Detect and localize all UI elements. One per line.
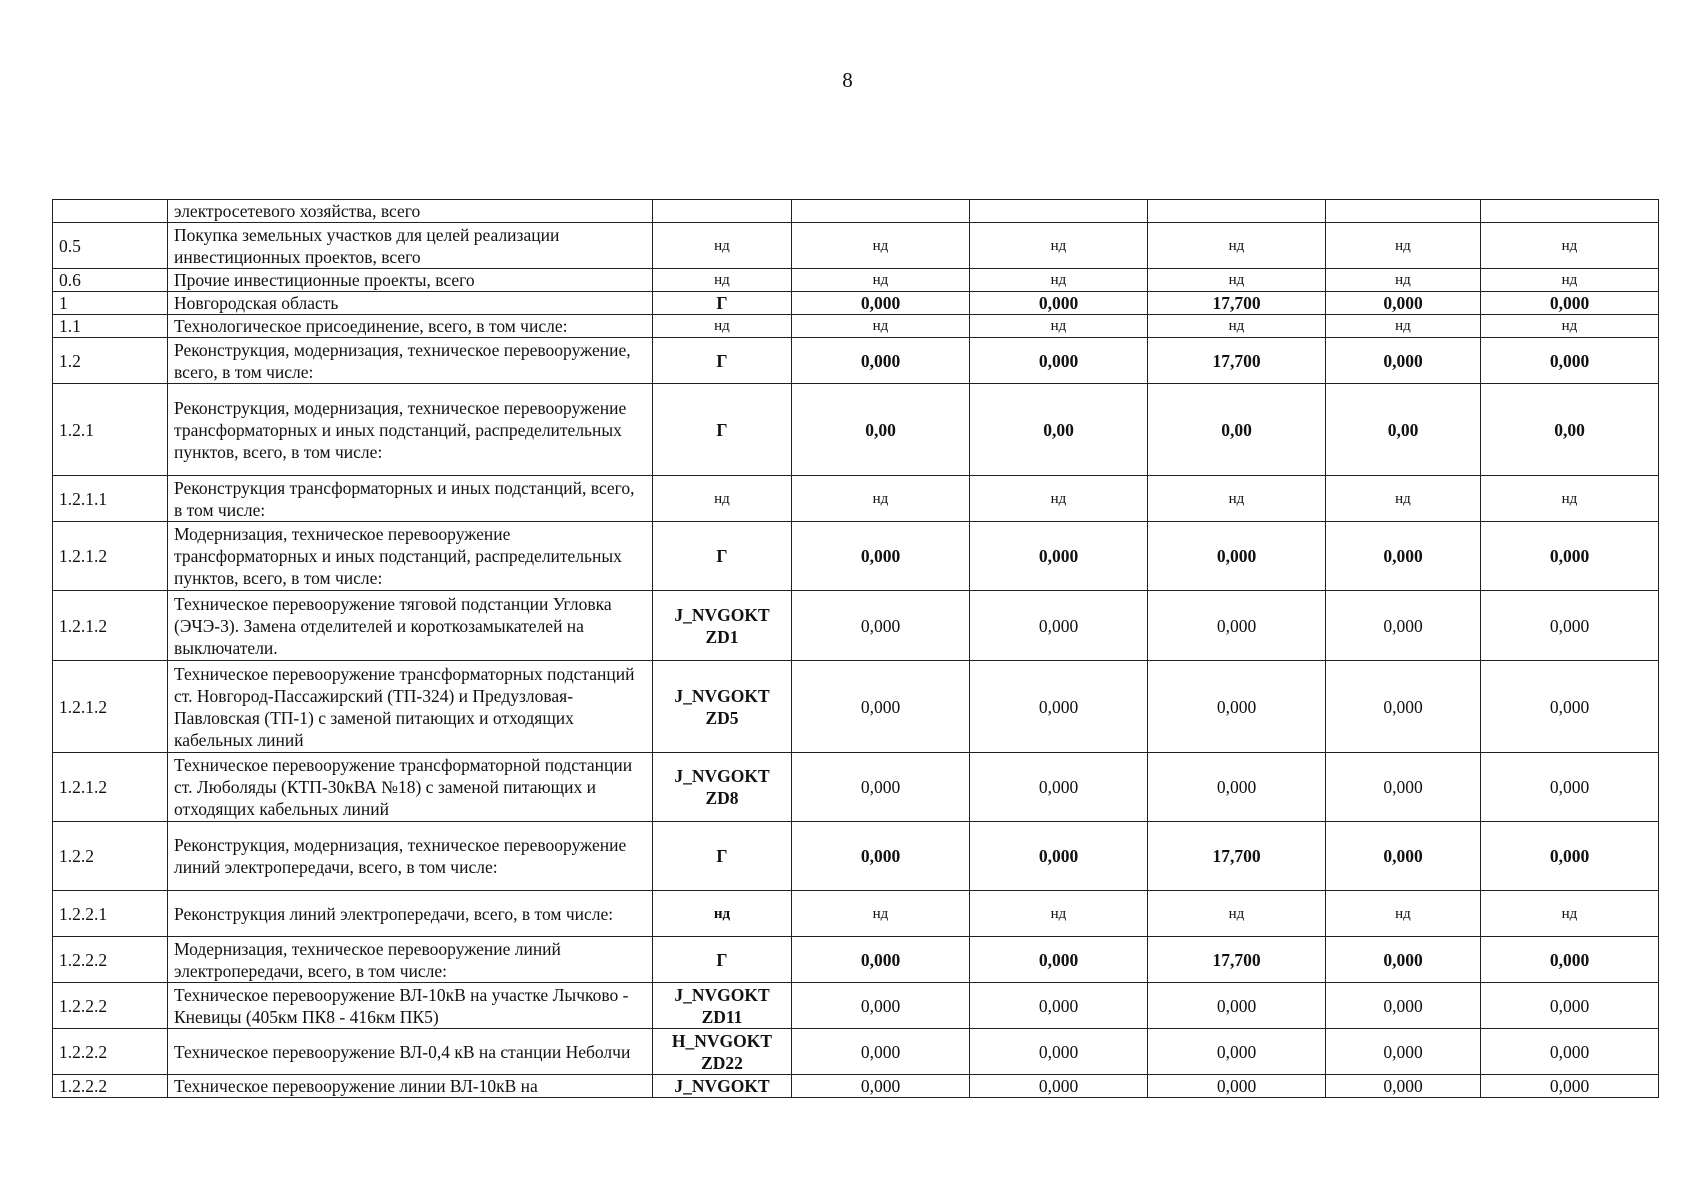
value-cell: нд xyxy=(792,223,970,269)
value-cell: 0,000 xyxy=(792,522,970,591)
value-cell: 17,700 xyxy=(1148,937,1326,983)
value-cell: нд xyxy=(1481,315,1659,338)
value-cell: 0,000 xyxy=(792,661,970,753)
value-cell: 0,000 xyxy=(792,292,970,315)
table-row xyxy=(53,476,1659,522)
row-code-cell: нд xyxy=(653,315,792,338)
table-row xyxy=(53,983,1659,1029)
table-row xyxy=(53,891,1659,937)
value-cell: 0,000 xyxy=(1481,822,1659,891)
row-number-cell: 1.2.1.2 xyxy=(53,753,168,822)
value-cell xyxy=(970,200,1148,223)
value-cell: 0,000 xyxy=(1148,661,1326,753)
value-cell: 0,000 xyxy=(970,753,1148,822)
row-code-cell: нд xyxy=(653,476,792,522)
table-row xyxy=(53,661,1659,753)
row-name-cell: Реконструкция линий электропередачи, всего, в том числе: xyxy=(168,891,653,937)
row-number-cell: 1.2.2.2 xyxy=(53,1075,168,1098)
row-number-cell: 0.6 xyxy=(53,269,168,292)
table-row xyxy=(53,200,1659,223)
row-code-cell: нд xyxy=(653,269,792,292)
value-cell xyxy=(792,200,970,223)
table-row xyxy=(53,591,1659,661)
value-cell: 0,00 xyxy=(1326,384,1481,476)
row-code-cell: J_NVGOKT ZD8 xyxy=(653,753,792,822)
value-cell: 0,000 xyxy=(1481,522,1659,591)
row-code-cell: нд xyxy=(653,891,792,937)
value-cell: 0,000 xyxy=(970,591,1148,661)
value-cell: 0,000 xyxy=(970,661,1148,753)
row-name-cell: Модернизация, техническое перевооружение трансформаторных и иных подстанций, распределительных пунктов, всего, в том числе: xyxy=(168,522,653,591)
value-cell: нд xyxy=(1326,891,1481,937)
row-number-cell: 1.2.1 xyxy=(53,384,168,476)
value-cell: 0,000 xyxy=(1481,338,1659,384)
value-cell: нд xyxy=(1481,891,1659,937)
value-cell: 0,000 xyxy=(792,1075,970,1098)
row-name-cell: Техническое перевооружение трансформаторной подстанции ст. Люболяды (КТП-30кВА №18) с заменой питающих и отходящих кабельных линий xyxy=(168,753,653,822)
value-cell: нд xyxy=(1326,223,1481,269)
value-cell: 0,000 xyxy=(1326,591,1481,661)
value-cell: нд xyxy=(970,315,1148,338)
value-cell: нд xyxy=(1481,476,1659,522)
value-cell: 0,000 xyxy=(792,338,970,384)
row-code-cell xyxy=(653,200,792,223)
row-number-cell: 1.2.2.1 xyxy=(53,891,168,937)
value-cell: 0,000 xyxy=(970,1075,1148,1098)
value-cell: 0,000 xyxy=(970,983,1148,1029)
row-name-cell: электросетевого хозяйства, всего xyxy=(168,200,653,223)
row-number-cell: 0.5 xyxy=(53,223,168,269)
row-code-cell: Г xyxy=(653,522,792,591)
value-cell: 17,700 xyxy=(1148,292,1326,315)
value-cell: 0,000 xyxy=(1326,1029,1481,1075)
value-cell: 0,000 xyxy=(1148,591,1326,661)
value-cell: 0,000 xyxy=(1481,292,1659,315)
row-number-cell: 1.1 xyxy=(53,315,168,338)
value-cell: нд xyxy=(1481,269,1659,292)
value-cell: нд xyxy=(792,269,970,292)
row-number-cell: 1.2.1.2 xyxy=(53,591,168,661)
row-code-cell: Г xyxy=(653,292,792,315)
row-number-cell: 1.2.2.2 xyxy=(53,1029,168,1075)
value-cell: нд xyxy=(792,315,970,338)
value-cell: 0,000 xyxy=(1326,1075,1481,1098)
value-cell: 0,000 xyxy=(1148,1029,1326,1075)
value-cell: нд xyxy=(1148,315,1326,338)
row-number-cell: 1.2 xyxy=(53,338,168,384)
value-cell: 0,00 xyxy=(792,384,970,476)
row-name-cell: Технологическое присоединение, всего, в том числе: xyxy=(168,315,653,338)
value-cell: нд xyxy=(1148,223,1326,269)
table-row xyxy=(53,223,1659,269)
row-number-cell: 1.2.2.2 xyxy=(53,983,168,1029)
value-cell: 0,00 xyxy=(970,384,1148,476)
row-number-cell: 1.2.1.1 xyxy=(53,476,168,522)
value-cell: 0,000 xyxy=(1326,822,1481,891)
value-cell: 0,000 xyxy=(792,591,970,661)
value-cell: нд xyxy=(792,476,970,522)
row-name-cell: Техническое перевооружение тяговой подстанции Угловка (ЭЧЭ-3). Замена отделителей и короткозамыкателей на выключатели. xyxy=(168,591,653,661)
row-name-cell: Прочие инвестиционные проекты, всего xyxy=(168,269,653,292)
value-cell: нд xyxy=(1148,269,1326,292)
row-code-cell: Г xyxy=(653,937,792,983)
table-row xyxy=(53,753,1659,822)
value-cell xyxy=(1148,200,1326,223)
row-name-cell: Техническое перевооружение ВЛ-10кВ на участке Лычково - Кневицы (405км ПК8 - 416км ПК5) xyxy=(168,983,653,1029)
value-cell: нд xyxy=(970,269,1148,292)
table-row xyxy=(53,384,1659,476)
value-cell xyxy=(1326,200,1481,223)
value-cell: нд xyxy=(1326,269,1481,292)
value-cell: нд xyxy=(1326,476,1481,522)
value-cell: нд xyxy=(970,891,1148,937)
value-cell: нд xyxy=(1148,891,1326,937)
row-number-cell: 1.2.1.2 xyxy=(53,661,168,753)
value-cell: 0,000 xyxy=(1481,1029,1659,1075)
value-cell: 0,000 xyxy=(1481,1075,1659,1098)
value-cell: 0,000 xyxy=(970,937,1148,983)
value-cell: 0,000 xyxy=(792,983,970,1029)
table-row xyxy=(53,937,1659,983)
row-code-cell: J_NVGOKT ZD5 xyxy=(653,661,792,753)
row-number-cell: 1.2.2 xyxy=(53,822,168,891)
row-code-cell: Г xyxy=(653,822,792,891)
value-cell: 0,000 xyxy=(792,937,970,983)
value-cell: 0,000 xyxy=(1481,753,1659,822)
value-cell: 0,000 xyxy=(1148,522,1326,591)
row-name-cell: Реконструкция, модернизация, техническое перевооружение трансформаторных и иных подстанций, распределительных пунктов, всего, в том числе: xyxy=(168,384,653,476)
value-cell: нд xyxy=(1326,315,1481,338)
value-cell: 0,000 xyxy=(970,1029,1148,1075)
row-name-cell: Реконструкция, модернизация, техническое перевооружение линий электропередачи, всего, в том числе: xyxy=(168,822,653,891)
value-cell: 0,00 xyxy=(1148,384,1326,476)
value-cell: 0,000 xyxy=(970,292,1148,315)
value-cell: нд xyxy=(970,476,1148,522)
value-cell: 0,000 xyxy=(1326,937,1481,983)
row-number-cell xyxy=(53,200,168,223)
table-row xyxy=(53,822,1659,891)
row-code-cell: J_NVGOKT ZD11 xyxy=(653,983,792,1029)
value-cell: 0,000 xyxy=(1481,591,1659,661)
value-cell: 0,000 xyxy=(1326,753,1481,822)
value-cell: 0,000 xyxy=(1148,753,1326,822)
row-code-cell: H_NVGOKT ZD22 xyxy=(653,1029,792,1075)
row-name-cell: Покупка земельных участков для целей реализации инвестиционных проектов, всего xyxy=(168,223,653,269)
row-name-cell: Реконструкция трансформаторных и иных подстанций, всего, в том числе: xyxy=(168,476,653,522)
row-name-cell: Техническое перевооружение трансформаторных подстанций ст. Новгород-Пассажирский (ТП-324) и Предузловая-Павловская (ТП-1) с заменой питающих и отходящих кабельных линий xyxy=(168,661,653,753)
row-name-cell: Реконструкция, модернизация, техническое перевооружение, всего, в том числе: xyxy=(168,338,653,384)
row-code-cell: J_NVGOKT ZD1 xyxy=(653,591,792,661)
value-cell: 0,000 xyxy=(1326,292,1481,315)
table-row xyxy=(53,338,1659,384)
table-row xyxy=(53,315,1659,338)
value-cell: 0,000 xyxy=(970,822,1148,891)
row-code-cell: Г xyxy=(653,384,792,476)
value-cell: 0,000 xyxy=(792,753,970,822)
value-cell: 17,700 xyxy=(1148,338,1326,384)
page-number: 8 xyxy=(842,68,853,92)
value-cell: 0,000 xyxy=(792,822,970,891)
value-cell: нд xyxy=(1148,476,1326,522)
row-number-cell: 1.2.1.2 xyxy=(53,522,168,591)
table-row xyxy=(53,1075,1659,1098)
value-cell: 0,000 xyxy=(1326,338,1481,384)
row-code-cell: нд xyxy=(653,223,792,269)
value-cell: 0,000 xyxy=(970,338,1148,384)
row-name-cell: Новгородская область xyxy=(168,292,653,315)
table-row xyxy=(53,269,1659,292)
value-cell: 0,00 xyxy=(1481,384,1659,476)
value-cell: 0,000 xyxy=(1148,983,1326,1029)
table-row xyxy=(53,522,1659,591)
row-name-cell: Техническое перевооружение линии ВЛ-10кВ на xyxy=(168,1075,653,1098)
value-cell: 0,000 xyxy=(1481,937,1659,983)
value-cell xyxy=(1481,200,1659,223)
row-name-cell: Техническое перевооружение ВЛ-0,4 кВ на станции Неболчи xyxy=(168,1029,653,1075)
value-cell: нд xyxy=(970,223,1148,269)
value-cell: 0,000 xyxy=(1326,661,1481,753)
row-number-cell: 1.2.2.2 xyxy=(53,937,168,983)
value-cell: нд xyxy=(792,891,970,937)
row-code-cell: J_NVGOKT xyxy=(653,1075,792,1098)
row-name-cell: Модернизация, техническое перевооружение линий электропередачи, всего, в том числе: xyxy=(168,937,653,983)
value-cell: 0,000 xyxy=(1326,522,1481,591)
table-row xyxy=(53,1029,1659,1075)
value-cell: 17,700 xyxy=(1148,822,1326,891)
row-code-cell: Г xyxy=(653,338,792,384)
investment-table xyxy=(52,199,1659,1098)
value-cell: 0,000 xyxy=(792,1029,970,1075)
row-number-cell: 1 xyxy=(53,292,168,315)
value-cell: 0,000 xyxy=(1148,1075,1326,1098)
value-cell: 0,000 xyxy=(1326,983,1481,1029)
table-row xyxy=(53,292,1659,315)
value-cell: 0,000 xyxy=(1481,983,1659,1029)
value-cell: 0,000 xyxy=(970,522,1148,591)
value-cell: нд xyxy=(1481,223,1659,269)
value-cell: 0,000 xyxy=(1481,661,1659,753)
